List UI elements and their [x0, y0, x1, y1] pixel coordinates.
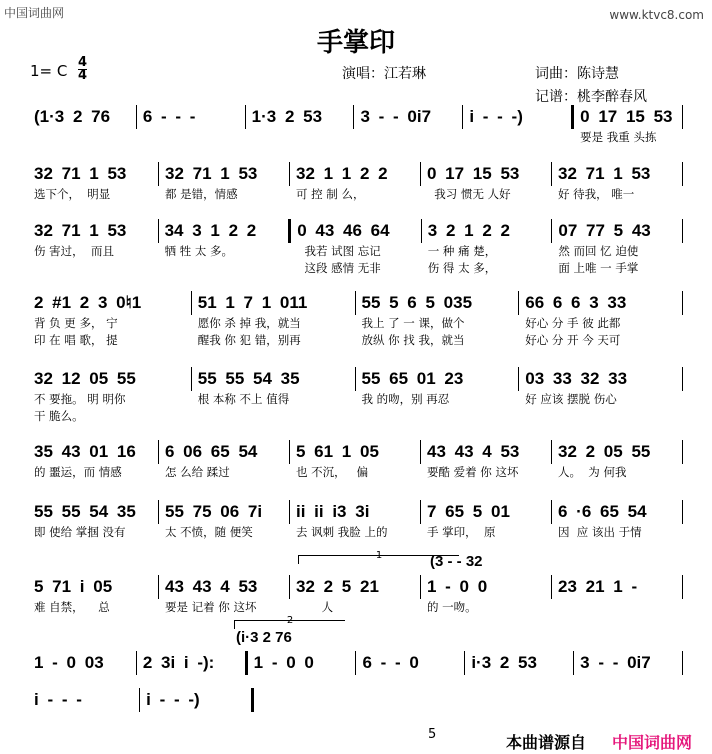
- score-row: [30, 162, 685, 203]
- measure-notes: 3 - - 0i7: [360, 107, 432, 126]
- measure: [554, 500, 680, 541]
- measure-notes: 23 21 1 -: [558, 577, 638, 596]
- measure-notes: 51 1 7 1 011: [197, 293, 308, 312]
- measures: [30, 291, 685, 349]
- measure: [576, 105, 680, 146]
- measure: [250, 651, 354, 675]
- measure: [142, 688, 249, 712]
- song-title: 手掌印: [316, 28, 395, 58]
- measure-notes: 55 75 06 7i: [165, 502, 263, 521]
- lyric-line: 我上 了 一 课，做个: [361, 316, 465, 330]
- lyric-line: 去 讽刺 我脸 上的: [296, 525, 388, 539]
- time-signature-bottom: 4: [78, 68, 88, 83]
- measures: [30, 575, 685, 616]
- lyric-line: [198, 408, 349, 425]
- barline: [551, 440, 552, 464]
- lyric-line: 要酷 爱着 你 这坏: [427, 465, 519, 479]
- measure: [194, 367, 353, 425]
- lyric-line: 人。 为 何我: [558, 465, 627, 479]
- barline: [158, 219, 159, 243]
- measure: [30, 575, 156, 616]
- score-row: [30, 500, 685, 541]
- measure: [465, 105, 569, 129]
- measure-notes: 32 71 1 53: [558, 164, 651, 183]
- barline: [355, 291, 356, 315]
- measure-notes: 1 - 0 0: [253, 653, 314, 672]
- barline: [682, 291, 683, 315]
- source-label: 本曲谱源自: [506, 733, 587, 752]
- barline: [462, 105, 463, 129]
- measure: [358, 291, 517, 349]
- measure: [521, 367, 680, 425]
- lyric-line: 手 掌印， 原: [427, 525, 496, 539]
- lyric-line: 干 脆么。: [34, 409, 84, 423]
- measure-notes: 32 2 5 21: [296, 577, 379, 596]
- measure-notes: 1·3 2 53: [251, 107, 323, 126]
- measure: [423, 575, 549, 616]
- measures: [30, 219, 685, 277]
- lyric-line: 选下个， 明显: [34, 187, 111, 201]
- measure-notes: 55 5 6 5 035: [361, 293, 473, 312]
- lyric-line: 好 应该 摆脱 伤心: [525, 392, 617, 406]
- repeat-barline: [245, 651, 248, 675]
- score-row: [30, 550, 685, 616]
- measure: [576, 651, 680, 675]
- measure: [30, 105, 134, 129]
- barline: [158, 440, 159, 464]
- score-row: [30, 688, 685, 712]
- barline: [158, 162, 159, 186]
- measure-notes: 34 3 1 2 2: [164, 221, 257, 240]
- barline: [289, 162, 290, 186]
- measure-notes: 43 43 4 53: [165, 577, 258, 596]
- lyric-line: [525, 408, 676, 425]
- barline: [464, 651, 465, 675]
- lyric-line: [165, 260, 283, 277]
- barline: [682, 105, 683, 129]
- lyric-line: 要是 我重 头拣: [580, 130, 657, 144]
- measure: [471, 688, 578, 712]
- measure-notes: 1 - 0 03: [34, 653, 104, 672]
- measure-notes: i·3 2 53: [471, 653, 537, 672]
- measure-notes: 3 2 1 2 2: [427, 221, 510, 240]
- measure-notes: i - - -): [469, 107, 523, 126]
- score-row: [30, 291, 685, 349]
- lyric-line: 牺 牲 太 多。: [164, 244, 234, 258]
- measure: [423, 500, 549, 541]
- barline: [158, 575, 159, 599]
- repeat-barline: [288, 219, 291, 243]
- measure: [292, 500, 418, 541]
- barline: [245, 105, 246, 129]
- measure: [194, 291, 353, 349]
- measure-notes: 5 61 1 05: [296, 442, 379, 461]
- measure: [292, 440, 418, 481]
- measure-notes: [368, 688, 467, 712]
- barline: [355, 367, 356, 391]
- barline: [421, 219, 422, 243]
- measure-notes: 66 6 6 3 33: [525, 293, 627, 312]
- barline: [139, 688, 140, 712]
- measure: [161, 162, 287, 203]
- site-url: www.ktvc8.com: [609, 8, 704, 22]
- barline: [682, 367, 683, 391]
- measure-notes: ii ii i3 3i: [296, 502, 370, 521]
- lyric-line: 一 种 痛 楚，: [427, 244, 497, 258]
- measure: [139, 651, 243, 675]
- barline: [353, 105, 354, 129]
- measure-notes: 0 17 15 53: [580, 107, 673, 126]
- measure: [554, 219, 680, 277]
- lyric-line: 的 一吻。: [427, 600, 477, 614]
- measure-notes: 5 71 i 05: [34, 577, 113, 596]
- barline: [420, 440, 421, 464]
- score-row: [30, 367, 685, 425]
- measure: [358, 367, 517, 425]
- barline: [682, 162, 683, 186]
- measure: [248, 105, 352, 129]
- lyric-line: 要是 记着 你 这坏: [165, 600, 257, 614]
- measure-notes: i - - -): [146, 690, 200, 709]
- measure: [424, 219, 550, 277]
- lyric-line: 人: [296, 600, 334, 614]
- lyric-line: 我若 试图 忘记: [297, 244, 381, 258]
- final-barline: [571, 105, 574, 129]
- transcriber-credit: 记谱：桃李醉春风: [535, 89, 647, 105]
- measure: [30, 688, 137, 712]
- lyric-line: 面 上唯 一 手掌: [558, 261, 639, 275]
- measure: [30, 219, 156, 277]
- measure: [161, 500, 287, 541]
- measure-notes: 6 06 65 54: [165, 442, 258, 461]
- measure-notes: i - - -: [34, 690, 82, 709]
- final-barline: [251, 688, 254, 712]
- composer-credit: 词曲：陈诗慧: [535, 66, 619, 82]
- barline: [551, 575, 552, 599]
- barline: [289, 575, 290, 599]
- measures: [30, 651, 685, 675]
- measure-notes: 32 1 1 2 2: [296, 164, 388, 183]
- measures: [30, 105, 685, 146]
- alternate-notes: (i·3 2 76: [236, 629, 292, 646]
- measures: [30, 688, 685, 712]
- barline: [573, 651, 574, 675]
- measure-notes: 0 43 46 64: [297, 221, 390, 240]
- score-row: [30, 615, 685, 675]
- lyric-line: 我 的吻，别 再忍: [361, 392, 450, 406]
- lyric-line: 也 不沉， 偏: [296, 465, 369, 479]
- barline: [420, 500, 421, 524]
- score-row: [30, 440, 685, 481]
- measure-notes: 32 12 05 55: [34, 369, 136, 388]
- lyric-line: 我习 惯无 人好: [427, 187, 511, 201]
- measure: [293, 219, 419, 277]
- measure-notes: 6 - - 0: [362, 653, 419, 672]
- lyric-line: [362, 408, 513, 425]
- barline: [518, 367, 519, 391]
- measure: [364, 688, 471, 712]
- lyric-line: 好 待我， 唯一: [558, 187, 635, 201]
- lyric-line: 怎 么给 蹂过: [165, 465, 230, 479]
- measure-notes: 6 - - -: [142, 107, 196, 126]
- measure: [358, 651, 462, 675]
- lyric-line: 然 而回 忆 迫使: [558, 244, 639, 258]
- measure: [30, 162, 156, 203]
- measure-notes: 32 71 1 53: [34, 221, 127, 240]
- measure-notes: 32 71 1 53: [165, 164, 258, 183]
- measures: [30, 440, 685, 481]
- lyric-line: 背 负 更 多， 宁: [34, 316, 118, 330]
- barline: [682, 651, 683, 675]
- measure: [292, 575, 418, 616]
- measure-notes: 0 17 15 53: [427, 164, 520, 183]
- lyric-line: 醒我 你 犯 错，别再: [197, 333, 301, 347]
- measure: [161, 575, 287, 616]
- lyric-line: 放纵 你 找 我，就当: [361, 333, 465, 347]
- measure-notes: 32 71 1 53: [34, 164, 127, 183]
- measures: [30, 367, 685, 425]
- measure-notes: 35 43 01 16: [34, 442, 136, 461]
- barline: [682, 500, 683, 524]
- lyric-line: 都 是错，情感: [165, 187, 238, 201]
- measure: [161, 440, 287, 481]
- measure-notes: (1·3 2 76: [34, 107, 111, 126]
- measure-notes: 55 55 54 35: [34, 502, 136, 521]
- measure: [554, 575, 680, 599]
- lyric-line: 这段 感情 无非: [297, 261, 381, 275]
- barline: [551, 162, 552, 186]
- lyric-line: 的 噩运，而 情感: [34, 465, 122, 479]
- lyric-line: [34, 260, 152, 277]
- singer-credit: 演唱：江若琳: [342, 66, 426, 82]
- score-row: [30, 219, 685, 277]
- lyric-line: 不 要拖。 明 明你: [34, 392, 126, 406]
- barline: [289, 500, 290, 524]
- score-row: [30, 105, 685, 146]
- lyric-line: 好心 分 手 彼 此都: [525, 316, 621, 330]
- barline: [551, 219, 552, 243]
- measure-notes: 2 #1 2 3 0♮1: [34, 293, 142, 312]
- lyric-line: 印 在 唱 歌， 提: [34, 333, 118, 347]
- measure: [292, 162, 418, 203]
- measure: [30, 440, 156, 481]
- barline: [518, 291, 519, 315]
- lyric-line: 可 控 制 么，: [296, 187, 365, 201]
- measure-notes: 43 43 4 53: [427, 442, 520, 461]
- measure: [578, 688, 685, 712]
- lyric-line: 即 使给 掌掴 没有: [34, 525, 126, 539]
- measure-notes: 1 - 0 0: [427, 577, 488, 596]
- measure: [423, 162, 549, 203]
- volta-bracket: 2: [234, 620, 345, 629]
- lyric-line: 太 不愤，随 便笑: [165, 525, 253, 539]
- page-number: 5: [428, 727, 437, 742]
- lyric-line: 根 本称 不上 值得: [197, 392, 290, 406]
- measures: [30, 162, 685, 203]
- barline: [682, 575, 683, 599]
- alternate-notes: (3 - - 32: [430, 553, 483, 570]
- time-signature: [78, 57, 87, 82]
- lyric-line: 伤 得 太 多，: [427, 261, 497, 275]
- barline: [158, 500, 159, 524]
- measure: [423, 440, 549, 481]
- time-signature-top: 4: [78, 55, 88, 70]
- site-watermark-left: 中国词曲网: [4, 6, 65, 20]
- measures: [30, 500, 685, 541]
- barline: [551, 500, 552, 524]
- measure-notes: 6 ·6 65 54: [558, 502, 647, 521]
- measure: [30, 500, 156, 541]
- measure: [554, 162, 680, 203]
- measure: [356, 105, 460, 129]
- measure-notes: 7 65 5 01: [427, 502, 510, 521]
- measure-notes: 55 55 54 35: [197, 369, 300, 388]
- measure: [30, 367, 189, 425]
- source-site-link[interactable]: 中国词曲网: [612, 733, 693, 752]
- measure: [521, 291, 680, 349]
- measure-notes: 32 2 05 55: [558, 442, 651, 461]
- measure: [30, 291, 189, 349]
- measure: [161, 219, 287, 277]
- measure-notes: [475, 688, 574, 712]
- measure-notes: [582, 688, 681, 712]
- measure: [554, 440, 680, 481]
- measure: [30, 651, 134, 675]
- barline: [420, 575, 421, 599]
- lyric-line: 因 应 该出 于情: [558, 525, 642, 539]
- barline: [682, 219, 683, 243]
- barline: [355, 651, 356, 675]
- measure: [139, 105, 243, 129]
- barline: [289, 440, 290, 464]
- barline: [191, 291, 192, 315]
- key-signature: 1= C: [30, 62, 68, 80]
- measure-notes: 55 65 01 23: [361, 369, 464, 388]
- barline: [420, 162, 421, 186]
- barline: [682, 440, 683, 464]
- lyric-line: 难 自禁， 总: [34, 600, 110, 614]
- measure-notes: 2 3i i -):: [142, 653, 215, 672]
- barline: [136, 651, 137, 675]
- lyric-line: 愿你 杀 掉 我，就当: [197, 316, 301, 330]
- measure: [256, 688, 363, 712]
- measure-notes: 3 - - 0i7: [580, 653, 651, 672]
- measure-notes: [260, 688, 359, 712]
- barline: [191, 367, 192, 391]
- measure: [467, 651, 571, 675]
- measure-notes: 03 33 32 33: [525, 369, 628, 388]
- lyric-line: 好心 分 开 今 天可: [525, 333, 621, 347]
- barline: [136, 105, 137, 129]
- measure-notes: 07 77 5 43: [558, 221, 651, 240]
- lyric-line: 伤 害过， 而且: [34, 244, 114, 258]
- volta-bracket: 1: [298, 555, 459, 564]
